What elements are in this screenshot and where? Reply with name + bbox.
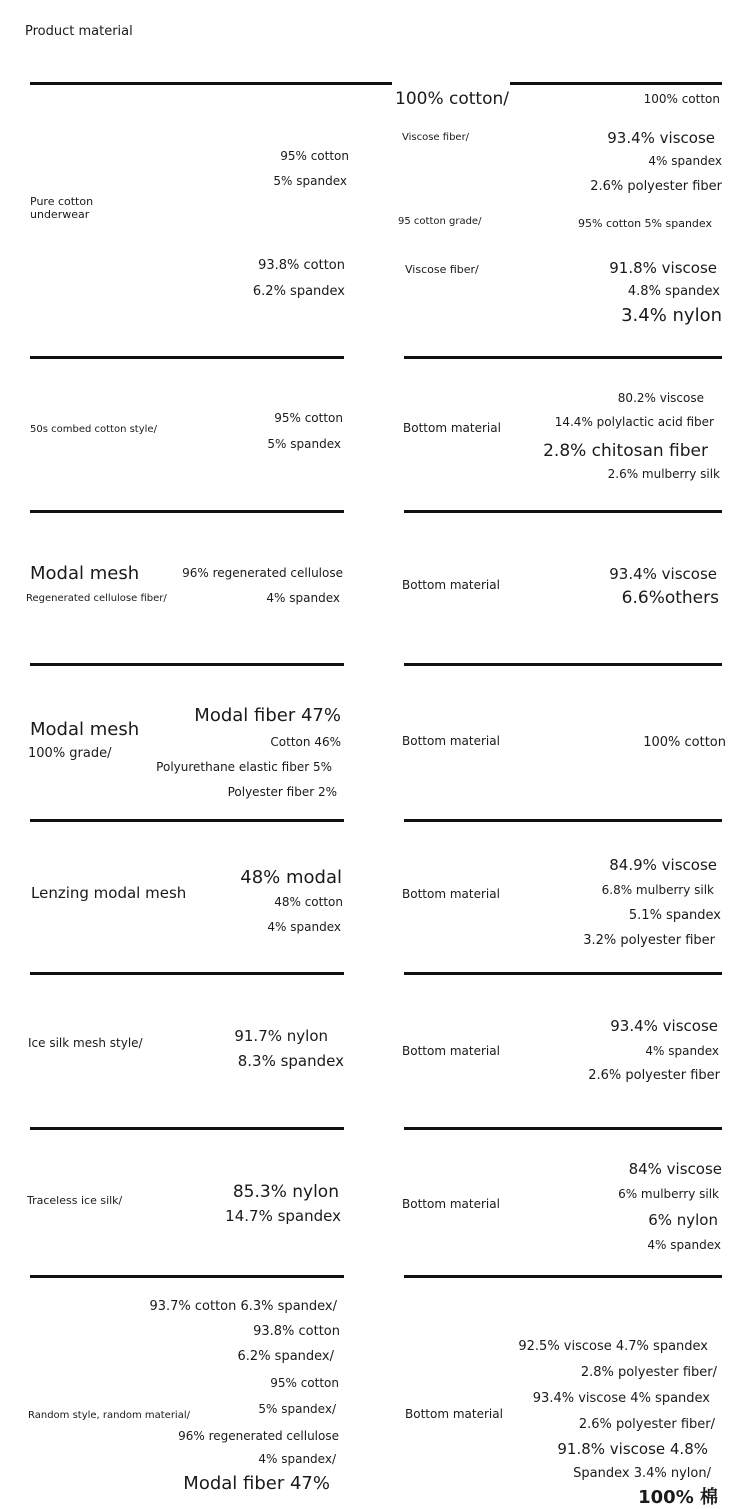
material-value: Modal fiber 47% [183, 1473, 330, 1494]
row-label: Bottom material [402, 887, 500, 901]
row-label: 100% grade/ [28, 746, 112, 761]
material-value: 91.7% nylon [234, 1027, 328, 1045]
material-value: 2.6% polyester fiber [590, 179, 722, 194]
divider-right [404, 510, 722, 513]
material-value: 93.4% viscose [609, 565, 717, 583]
divider-left [30, 1127, 344, 1130]
material-value: 48% modal [240, 867, 342, 888]
material-value: Cotton 46% [270, 735, 341, 749]
material-value: 4% spandex/ [258, 1452, 336, 1466]
material-value: 14.7% spandex [225, 1207, 341, 1225]
material-value: 14.4% polylactic acid fiber [554, 415, 714, 429]
material-value: 2.8% chitosan fiber [543, 441, 708, 461]
material-value: 8.3% spandex [237, 1052, 344, 1070]
material-value: 95% cotton 5% spandex [578, 217, 712, 230]
material-value: 95% cotton [280, 149, 349, 163]
divider-right [404, 819, 722, 822]
material-value: 5% spandex/ [258, 1402, 336, 1416]
material-value: 6% nylon [648, 1211, 718, 1229]
material-value: 2.6% mulberry silk [607, 467, 720, 481]
material-value: 4% spandex [645, 1044, 719, 1058]
row-label: Lenzing modal mesh [31, 884, 187, 902]
material-value: 2.8% polyester fiber/ [580, 1365, 717, 1380]
material-value: 6.8% mulberry silk [601, 883, 714, 897]
divider-left-top [30, 82, 392, 85]
divider-right [404, 972, 722, 975]
material-value: 6.6%others [621, 588, 719, 608]
material-value: 95% cotton [270, 1376, 339, 1390]
material-value: 93.7% cotton 6.3% spandex/ [149, 1299, 337, 1314]
material-value: Polyurethane elastic fiber 5% [156, 760, 332, 774]
material-value: 95% cotton [274, 411, 343, 425]
material-value: 80.2% viscose [617, 391, 704, 405]
material-value: 84% viscose [628, 1160, 722, 1178]
material-value: 6% mulberry silk [618, 1187, 719, 1201]
material-value: 5% spandex [267, 437, 341, 451]
material-value: 3.4% nylon [621, 305, 722, 326]
material-value: 2.6% polyester fiber/ [578, 1417, 715, 1432]
row-label: Viscose fiber/ [405, 263, 479, 276]
material-value: 4.8% spandex [627, 284, 720, 299]
row-label: Ice silk mesh style/ [28, 1036, 143, 1050]
row-label: Pure cotton [30, 195, 94, 208]
material-value: 5.1% spandex [628, 908, 721, 923]
divider-right-top [510, 82, 722, 85]
material-value: 84.9% viscose [609, 856, 717, 874]
divider-right [404, 1127, 722, 1130]
material-value: Modal fiber 47% [194, 705, 341, 726]
row-label: Random style, random material/ [28, 1410, 190, 1421]
row-label: 95 cotton grade/ [398, 216, 482, 227]
row-label-big: 100% cotton/ [395, 89, 509, 109]
row-label: Bottom material [402, 578, 500, 592]
row-label: Traceless ice silk/ [27, 1194, 123, 1207]
material-value: 100% cotton [643, 92, 720, 106]
material-value: 3.2% polyester fiber [583, 933, 715, 948]
material-value: 93.8% cotton [258, 258, 345, 273]
divider-left [30, 510, 344, 513]
material-value: 5% spandex [273, 174, 347, 188]
material-value: 93.4% viscose [610, 1017, 718, 1035]
row-label: Bottom material [403, 421, 501, 435]
material-value: 6.2% spandex [252, 284, 345, 299]
material-value: 100% cotton [643, 735, 726, 750]
material-value: 92.5% viscose 4.7% spandex [518, 1339, 708, 1354]
material-value: 85.3% nylon [232, 1182, 339, 1202]
material-value: Polyester fiber 2% [227, 785, 337, 799]
divider-left [30, 1275, 344, 1278]
row-label: underwear [30, 208, 90, 221]
row-label: Bottom material [402, 1197, 500, 1211]
material-value: Spandex 3.4% nylon/ [573, 1466, 711, 1481]
divider-left [30, 972, 344, 975]
material-value: 93.4% viscose [607, 129, 715, 147]
divider-right [404, 356, 722, 359]
row-label-big: Modal mesh [30, 719, 140, 740]
material-value: 91.8% viscose [609, 259, 717, 277]
row-label: 50s combed cotton style/ [30, 424, 157, 435]
material-value: 93.4% viscose 4% spandex [532, 1391, 710, 1406]
row-label: Bottom material [402, 734, 500, 748]
material-value: 93.8% cotton [253, 1324, 340, 1339]
row-label: Bottom material [405, 1407, 503, 1421]
divider-right [404, 663, 722, 666]
page-title: Product material [25, 24, 133, 39]
row-label: Viscose fiber/ [402, 132, 470, 143]
divider-left [30, 819, 344, 822]
material-value: 48% cotton [274, 895, 343, 909]
divider-right [404, 1275, 722, 1278]
material-value: 4% spandex [266, 591, 340, 605]
material-value: 91.8% viscose 4.8% [557, 1440, 708, 1458]
material-value: 4% spandex [648, 154, 722, 168]
row-label: Regenerated cellulose fiber/ [26, 593, 167, 604]
material-value: 100% 棉 [638, 1487, 718, 1508]
material-value: 96% regenerated cellulose [182, 566, 343, 580]
material-value: 6.2% spandex/ [237, 1349, 334, 1364]
material-value: 2.6% polyester fiber [588, 1068, 720, 1083]
material-value: 96% regenerated cellulose [178, 1429, 339, 1443]
divider-left [30, 663, 344, 666]
row-label-big: Modal mesh [30, 563, 140, 584]
divider-left [30, 356, 344, 359]
row-label: Bottom material [402, 1044, 500, 1058]
material-value: 4% spandex [647, 1238, 721, 1252]
material-value: 4% spandex [267, 920, 341, 934]
